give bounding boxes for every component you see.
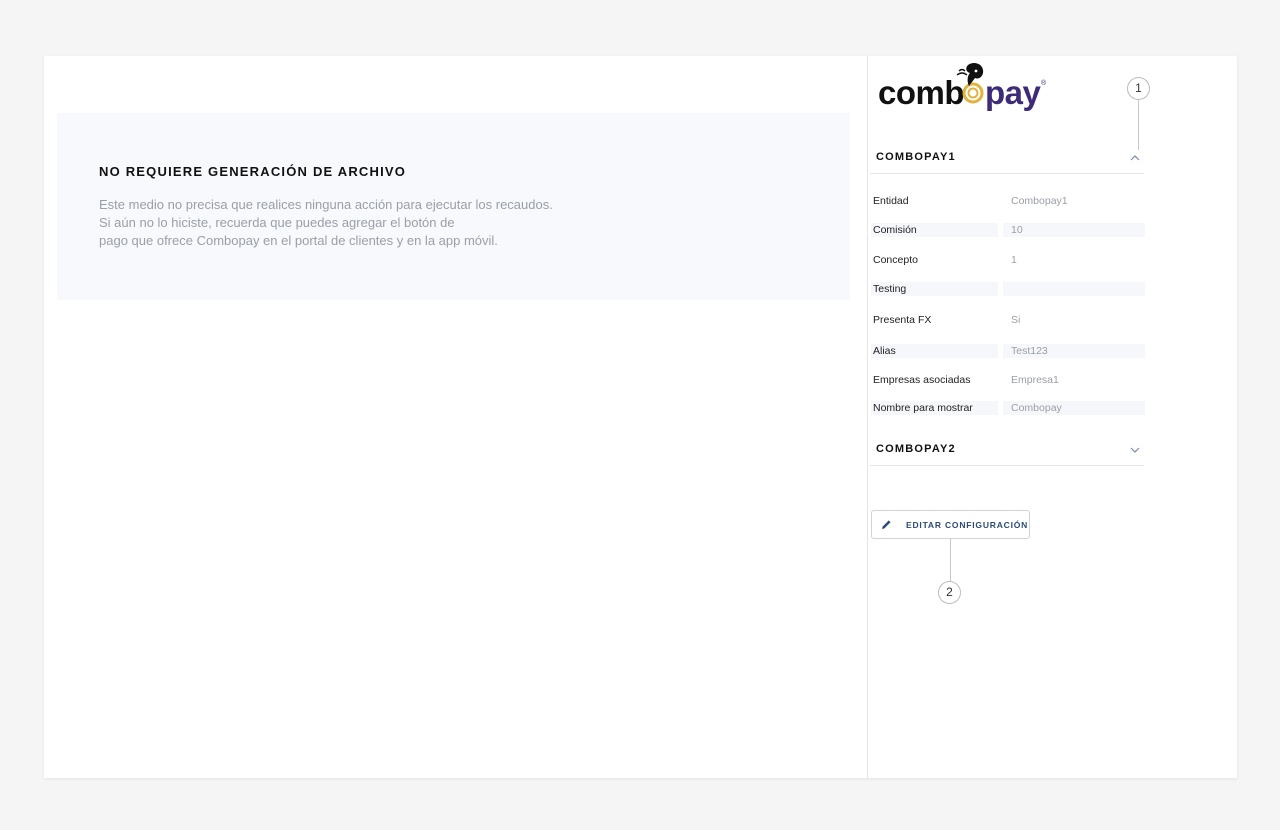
vertical-divider bbox=[867, 56, 868, 778]
field-row-alias bbox=[871, 344, 1145, 358]
field-label: Alias bbox=[871, 344, 998, 358]
field-label: Concepto bbox=[873, 254, 918, 266]
notice-title: NO REQUIERE GENERACIÓN DE ARCHIVO bbox=[99, 164, 407, 179]
accordion-title: COMBOPAY1 bbox=[876, 151, 956, 163]
combopay-logo bbox=[878, 62, 1050, 118]
field-value: 10 bbox=[1003, 223, 1145, 237]
field-value: 1 bbox=[1011, 254, 1017, 266]
field-row-entidad bbox=[871, 194, 1145, 208]
chevron-down-icon[interactable] bbox=[1130, 446, 1140, 454]
field-label: Presenta FX bbox=[873, 314, 932, 326]
accordion-header-combopay2[interactable] bbox=[870, 434, 1144, 466]
field-value: Combopay1 bbox=[1011, 195, 1068, 207]
logo-text-pay: pay bbox=[985, 74, 1041, 111]
step-marker-1: 1 bbox=[1127, 77, 1150, 100]
field-label: Entidad bbox=[873, 195, 909, 207]
field-row-nombre-para-mostrar bbox=[871, 401, 1145, 415]
field-row-empresas-asociadas bbox=[871, 373, 1145, 387]
field-value: Test123 bbox=[1003, 344, 1145, 358]
field-label: Empresas asociadas bbox=[873, 374, 971, 386]
notice-line: pago que ofrece Combopay en el portal de clientes y en la app móvil. bbox=[99, 233, 498, 248]
field-value: Empresa1 bbox=[1011, 374, 1059, 386]
field-value: Combopay bbox=[1003, 401, 1145, 415]
field-row-concepto bbox=[871, 253, 1145, 267]
field-value bbox=[1003, 282, 1145, 296]
notice-panel bbox=[57, 113, 850, 300]
field-row-presenta-fx bbox=[871, 313, 1145, 327]
accordion-title: COMBOPAY2 bbox=[876, 443, 956, 455]
field-label: Nombre para mostrar bbox=[871, 401, 998, 415]
chevron-up-icon[interactable] bbox=[1130, 154, 1140, 162]
logo-registered-mark: ® bbox=[1041, 80, 1047, 87]
logo-text-comb: comb bbox=[878, 74, 965, 111]
step-marker-2: 2 bbox=[938, 581, 961, 604]
marker-connector bbox=[950, 538, 951, 581]
field-label: Testing bbox=[871, 282, 998, 296]
pencil-icon bbox=[881, 519, 892, 530]
notice-line: Este medio no precisa que realices ninguna acción para ejecutar los recaudos. bbox=[99, 197, 553, 212]
logo-person-icon bbox=[955, 62, 987, 88]
accordion-header-combopay1[interactable] bbox=[870, 142, 1144, 174]
edit-configuration-button[interactable] bbox=[871, 510, 1030, 539]
field-row-comision bbox=[871, 223, 1145, 237]
edit-button-label: EDITAR CONFIGURACIÓN bbox=[906, 520, 1029, 530]
field-value: Si bbox=[1011, 314, 1021, 326]
field-label: Comisión bbox=[871, 223, 998, 237]
notice-line: Si aún no lo hiciste, recuerda que puedes agregar el botón de bbox=[99, 215, 455, 230]
field-row-testing bbox=[871, 282, 1145, 296]
